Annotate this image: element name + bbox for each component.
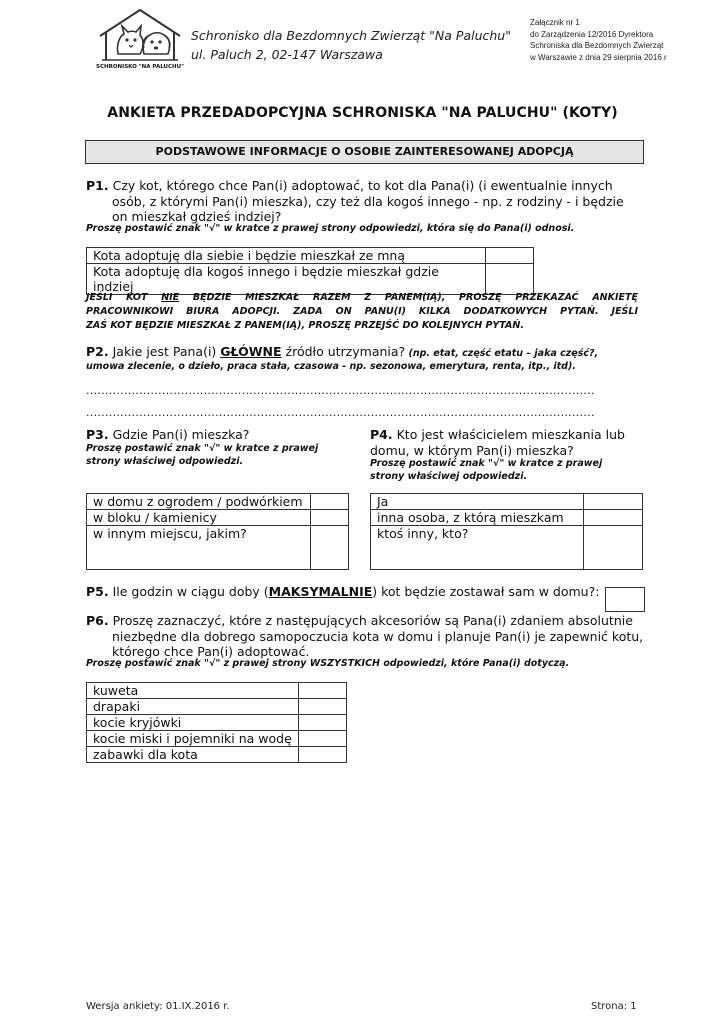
checkbox[interactable] [584, 526, 643, 570]
checkbox[interactable] [584, 494, 643, 510]
question-text: którego chce Pan(i) adoptować. [112, 644, 310, 659]
note-line: w Warszawie z dnia 29 sierpnia 2016 r [530, 52, 667, 62]
question-text: niezbędne dla dobrego samopoczucia kota w domu i planuje Pan(i) je zapewnić kotu, [112, 628, 644, 644]
table-row [87, 526, 349, 570]
shelter-logo [94, 8, 186, 76]
checkbox[interactable] [299, 683, 347, 699]
answer-line[interactable]: ...................................................................................................................................... [86, 406, 595, 419]
instruction-part: Proszę postawić znak "√" z prawej strony [86, 658, 310, 669]
answer-label: w bloku / kamienicy [87, 510, 311, 526]
p3-answer-table [86, 493, 349, 570]
notice-part: JEŚLI KOT [86, 292, 162, 303]
question-text: domu, w którym Pan(i) mieszka? [370, 442, 574, 458]
table-row [87, 747, 347, 763]
section-title: PODSTAWOWE INFORMACJE O OSOBIE ZAINTERESOWANEJ ADOPCJĄ [85, 140, 644, 164]
checkbox[interactable] [299, 715, 347, 731]
note-line: do Zarządzenia 12/2016 Dyrektora [530, 29, 654, 39]
table-row [87, 510, 349, 526]
checkbox[interactable] [311, 494, 349, 510]
instruction-line: Proszę postawić znak "√" w kratce z prawej [86, 443, 319, 454]
item-label: kocie miski i pojemniki na wodę [87, 731, 299, 747]
instruction-line: Proszę postawić znak "√" w kratce z prawej [370, 458, 603, 469]
answer-label: w domu z ogrodem / podwórkiem [87, 494, 311, 510]
question-number: P2. [86, 344, 109, 359]
question-emphasis: GŁÓWNE [220, 344, 282, 359]
survey-title: ANKIETA PRZEDADOPCYJNA SCHRONISKA "NA PALUCHU" (KOTY) [107, 105, 618, 121]
p4-answer-table [370, 493, 643, 570]
instruction-part: odpowiedzi, które Pana(i) dotyczą. [380, 658, 570, 669]
hours-answer-box[interactable] [605, 587, 645, 612]
notice-part: BĘDZIE MIESZKAŁ RAZEM Z PANEM(IĄ), PROSZĘ PRZEKAZAĆ ANKIETĘ [179, 292, 638, 303]
question-number: P4. [370, 427, 393, 442]
question-text: Kto jest właścicielem mieszkania lub [396, 427, 625, 442]
item-label: drapaki [87, 699, 299, 715]
p4-instruction [370, 457, 602, 483]
table-row [371, 494, 643, 510]
org-name: Schronisko dla Bezdomnych Zwierząt "Na Paluchu" [191, 28, 511, 43]
page-number: Strona: 1 [591, 1001, 637, 1012]
question-number: P3. [86, 427, 109, 442]
question-text: on mieszkał gdzieś indziej? [112, 209, 282, 224]
table-row [87, 731, 347, 747]
checkbox[interactable] [299, 747, 347, 763]
question-p2 [86, 344, 646, 360]
answer-label: Kota adoptuję dla kogoś innego i będzie mieszkał gdzie indziej [87, 264, 486, 295]
table-row [87, 494, 349, 510]
table-row [87, 248, 534, 264]
question-text: osób, z którymi Pan(i) mieszka), czy też dla kogoś innego - np. z rodziny - i będzie [112, 193, 624, 209]
question-emphasis: MAKSYMALNIE [268, 584, 373, 599]
checkbox[interactable] [486, 248, 534, 264]
question-p3 [86, 427, 249, 443]
checkbox[interactable] [584, 510, 643, 526]
table-row [87, 715, 347, 731]
note-line: Schroniska dla Bezdomnych Zwierząt [530, 41, 664, 50]
p6-answer-table [86, 682, 347, 763]
answer-line[interactable]: ...................................................................................................................................... [86, 384, 595, 397]
notice-line: PRACOWNIKOWI BIURA ADOPCJI. ZADA ON PANU(I) KILKA DODATKOWYCH PYTAŃ. JEŚLI [86, 306, 638, 317]
question-text: ) kot będzie zostawał sam w domu?: [372, 584, 600, 599]
question-p4 [370, 427, 625, 458]
table-row [371, 526, 643, 570]
p2-hint: umowa zlecenie, o dzieło, praca stała, czasowa - np. sezonowa, emerytura, renta, itp., itd). [86, 361, 576, 372]
question-number: P1. [86, 178, 109, 193]
checkbox[interactable] [299, 731, 347, 747]
question-text: Gdzie Pan(i) mieszka? [112, 427, 250, 442]
organization-info [191, 26, 511, 64]
answer-label: Kota adoptuję dla siebie i będzie mieszkał ze mną [87, 248, 486, 264]
answer-label: Ja [371, 494, 584, 510]
p3-instruction [86, 442, 318, 468]
checkbox[interactable] [299, 699, 347, 715]
p6-instruction [86, 657, 569, 670]
instruction-line: strony właściwej odpowiedzi. [370, 471, 528, 482]
table-row [87, 264, 534, 295]
instruction-line: strony właściwej odpowiedzi. [86, 456, 244, 467]
item-label: kocie kryjówki [87, 715, 299, 731]
p1-answer-table [86, 247, 534, 295]
logo-caption: SCHRONISKO "NA PALUCHU" [96, 64, 184, 70]
question-number: P5. [86, 584, 109, 599]
question-p6 [86, 613, 646, 660]
attachment-note [530, 17, 667, 63]
item-label: zabawki dla kota [87, 747, 299, 763]
note-line: Załącznik nr 1 [530, 18, 580, 27]
question-text: Jakie jest Pana(i) [112, 344, 221, 359]
answer-label: inna osoba, z którą mieszkam [371, 510, 584, 526]
question-text: Ile godzin w ciągu doby ( [112, 584, 269, 599]
notice-line: ZAŚ KOT BĘDZIE MIESZKAŁ Z PANEM(IĄ), PROSZĘ PRZEJŚĆ DO KOLEJNYCH PYTAŃ. [86, 320, 524, 331]
instruction-emphasis: WSZYSTKICH [309, 658, 381, 669]
question-text: źródło utrzymania? [281, 344, 406, 359]
question-text: Czy kot, którego chce Pan(i) adoptować, to kot dla Pana(i) (i ewentualnie innych [112, 178, 613, 193]
table-row [87, 699, 347, 715]
notice-emphasis: NIE [161, 292, 180, 303]
table-row [87, 683, 347, 699]
answer-label: ktoś inny, kto? [371, 526, 584, 570]
item-label: kuweta [87, 683, 299, 699]
survey-version: Wersja ankiety: 01.IX.2016 r. [86, 1001, 230, 1012]
table-row [371, 510, 643, 526]
question-text: Proszę zaznaczyć, które z następujących akcesoriów są Pana(i) zdaniem absolutnie [112, 613, 633, 628]
question-hint: (np. etat, część etatu – jaka część?, [405, 348, 599, 359]
answer-label: w innym miejscu, jakim? [87, 526, 311, 570]
org-address: ul. Paluch 2, 02-147 Warszawa [191, 47, 383, 62]
checkbox[interactable] [311, 510, 349, 526]
question-p5 [86, 584, 599, 600]
checkbox[interactable] [311, 526, 349, 570]
question-p1 [86, 178, 646, 225]
p1-instruction: Proszę postawić znak "√" w kratce z prawej strony odpowiedzi, która się do Pana(i) odnosi. [86, 223, 575, 234]
notice-text [86, 291, 638, 333]
checkbox[interactable] [486, 264, 534, 295]
question-number: P6. [86, 613, 109, 628]
